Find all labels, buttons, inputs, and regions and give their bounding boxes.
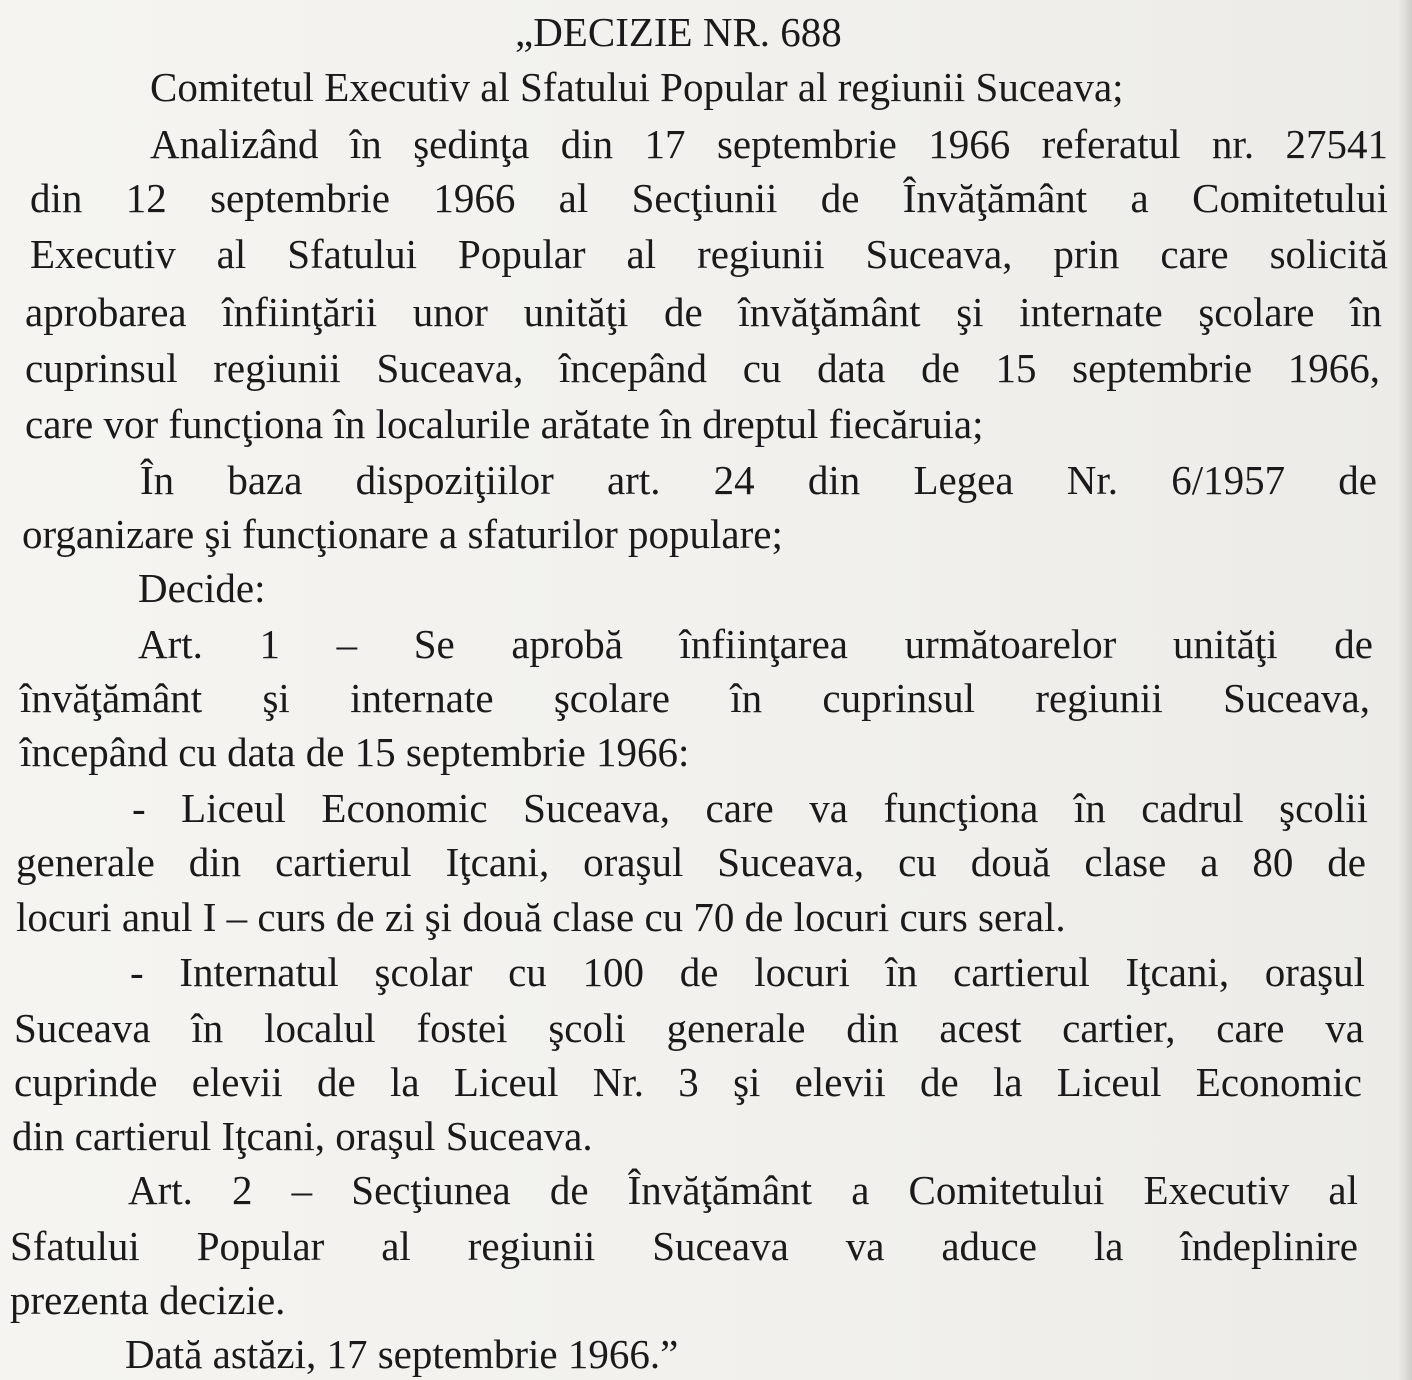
text-line-8: În baza dispoziţiilor art. 24 din Legea Nr. 6/1957 de: [140, 457, 1377, 503]
text-line-10: Decide:: [138, 565, 266, 611]
text-line-4: Executiv al Sfatului Popular al regiunii Suceava, prin care solicită: [30, 231, 1388, 277]
text-line-15: generale din cartierul Iţcani, oraşul Suceava, cu două clase a 80 de: [16, 839, 1366, 885]
text-line-18: Suceava în localul fostei şcoli generale din acest cartier, care va: [14, 1005, 1364, 1051]
text-line-3: din 12 septembrie 1966 al Secţiunii de Învăţământ a Comitetului: [30, 175, 1388, 221]
text-line-20: din cartierul Iţcani, oraşul Suceava.: [12, 1113, 593, 1159]
text-line-12: învăţământ şi internate şcolare în cuprinsul regiunii Suceava,: [20, 675, 1370, 721]
text-line-1: Comitetul Executiv al Sfatului Popular al regiunii Suceava;: [150, 64, 1124, 110]
text-line-9: organizare şi funcţionare a sfaturilor populare;: [22, 511, 783, 557]
text-line-22: Sfatului Popular al regiunii Suceava va aduce la îndeplinire: [10, 1223, 1358, 1269]
text-line-13: începând cu data de 15 septembrie 1966:: [20, 729, 690, 775]
document-title: „DECIZIE NR. 688: [515, 9, 842, 55]
text-line-14: - Liceul Economic Suceava, care va funcţiona în cadrul şcolii: [132, 785, 1368, 831]
text-line-24: Dată astăzi, 17 septembrie 1966.”: [125, 1331, 679, 1377]
text-line-16: locuri anul I – curs de zi şi două clase cu 70 de locuri curs seral.: [16, 894, 1066, 940]
text-line-23: prezenta decizie.: [10, 1277, 286, 1323]
text-line-17: - Internatul şcolar cu 100 de locuri în cartierul Iţcani, oraşul: [130, 949, 1365, 995]
text-line-7: care vor funcţiona în localurile arătate în dreptul fiecăruia;: [25, 401, 984, 447]
page-edge-shadow: [1398, 0, 1412, 1380]
text-line-11: Art. 1 – Se aprobă înfiinţarea următoarelor unităţi de: [138, 621, 1373, 667]
text-line-19: cuprinde elevii de la Liceul Nr. 3 şi elevii de la Liceul Economic: [14, 1059, 1362, 1105]
text-line-5: aprobarea înfiinţării unor unităţi de învăţământ şi internate şcolare în: [25, 289, 1382, 335]
text-line-2: Analizând în şedinţa din 17 septembrie 1966 referatul nr. 27541: [150, 121, 1388, 167]
text-line-21: Art. 2 – Secţiunea de Învăţământ a Comitetului Executiv al: [128, 1167, 1358, 1213]
text-line-6: cuprinsul regiunii Suceava, începând cu data de 15 septembrie 1966,: [25, 345, 1380, 391]
